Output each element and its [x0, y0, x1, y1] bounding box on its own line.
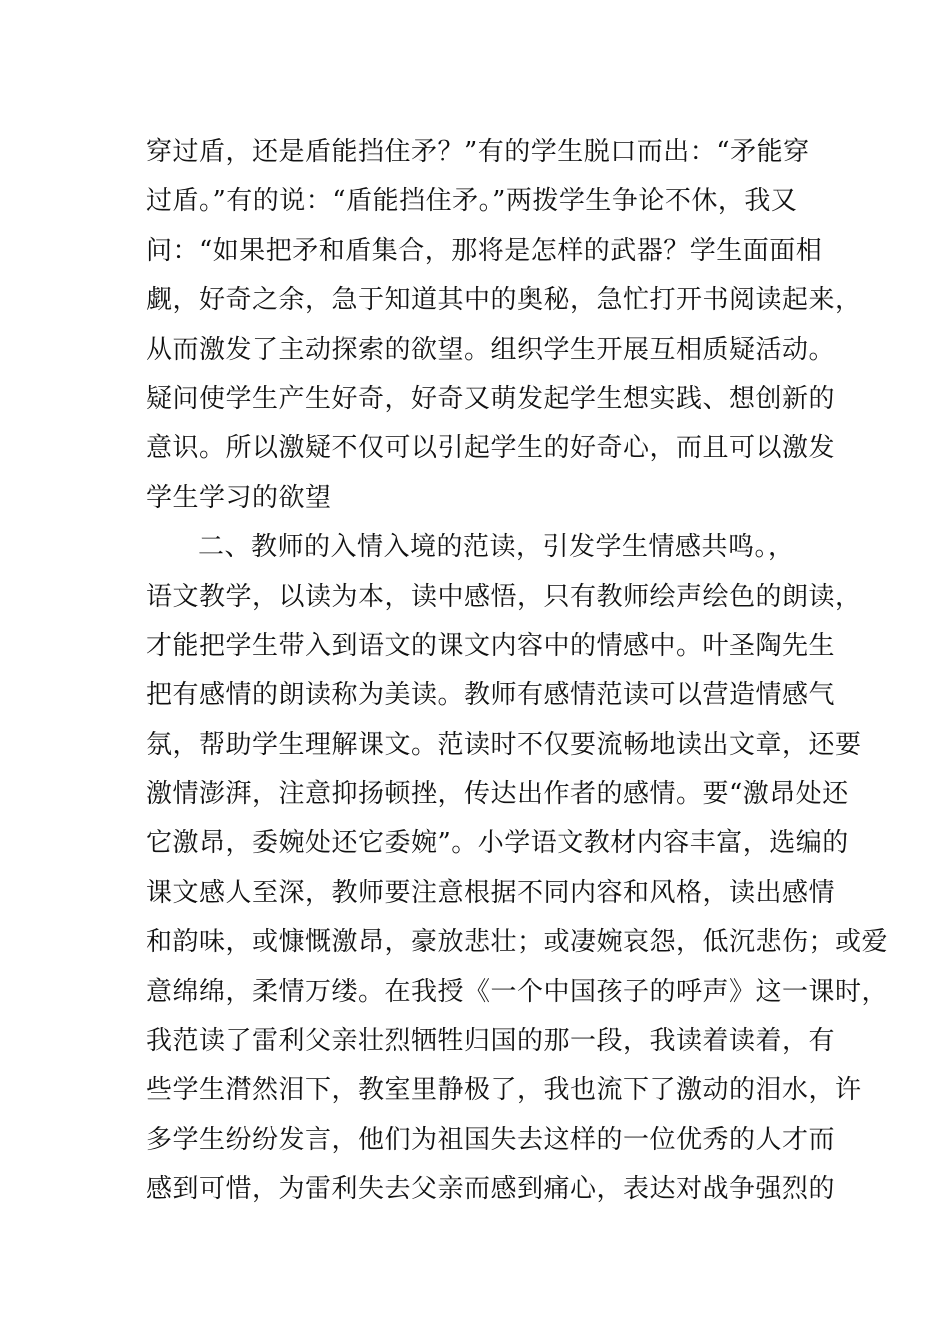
- text-line: 感到可惜，为雷利失去父亲而感到痛心，表达对战争强烈的: [146, 1174, 836, 1205]
- text-line: 意识。所以激疑不仅可以引起学生的好奇心，而且可以激发: [146, 433, 836, 464]
- text-line: 和韵味，或慷慨激昂，豪放悲壮；或凄婉哀怨，低沉悲伤；或爱: [146, 927, 889, 958]
- text-line: 从而激发了主动探索的欲望。组织学生开展互相质疑活动。: [146, 334, 836, 365]
- text-line: 多学生纷纷发言，他们为祖国失去这样的一位优秀的人才而: [146, 1124, 836, 1155]
- text-line: 课文感人至深，教师要注意根据不同内容和风格，读出感情: [146, 877, 836, 908]
- text-line: 激情澎湃，注意抑扬顿挫，传达出作者的感情。要“激昂处还: [146, 779, 849, 810]
- text-line: 它激昂，委婉处还它委婉”。小学语文教材内容丰富，选编的: [146, 828, 849, 859]
- section-heading: 二、教师的入情入境的范读，引发学生情感共鸣。，: [198, 532, 795, 563]
- text-line: 学生学习的欲望: [146, 482, 332, 513]
- text-line: 把有感情的朗读称为美读。教师有感情范读可以营造情感气: [146, 680, 836, 711]
- text-line: 氛，帮助学生理解课文。范读时不仅要流畅地读出文章，还要: [146, 729, 862, 760]
- body-text: [146, 128, 889, 1215]
- text-line: 语文教学，以读为本，读中感悟，只有教师绘声绘色的朗读，: [146, 581, 862, 612]
- text-line: 过盾。”有的说：“盾能挡住矛。”两拨学生争论不休，我又: [146, 186, 798, 217]
- text-line: 意绵绵，柔情万缕。在我授《一个中国孩子的呼声》这一课时，: [146, 976, 889, 1007]
- text-line: 疑问使学生产生好奇，好奇又萌发起学生想实践、想创新的: [146, 383, 836, 414]
- text-line: 觑，好奇之余，急于知道其中的奥秘，急忙打开书阅读起来，: [146, 285, 862, 316]
- text-line: 才能把学生带入到语文的课文内容中的情感中。叶圣陶先生: [146, 630, 836, 661]
- text-line: 些学生潸然泪下，教室里静极了，我也流下了激动的泪水，许: [146, 1075, 862, 1106]
- text-line: 穿过盾，还是盾能挡住矛？”有的学生脱口而出：“矛能穿: [146, 137, 810, 167]
- text-line: 问：“如果把矛和盾集合，那将是怎样的武器？学生面面相: [146, 235, 823, 266]
- text-line: 我范读了雷利父亲壮烈牺牲归国的那一段，我读着读着，有: [146, 1026, 836, 1057]
